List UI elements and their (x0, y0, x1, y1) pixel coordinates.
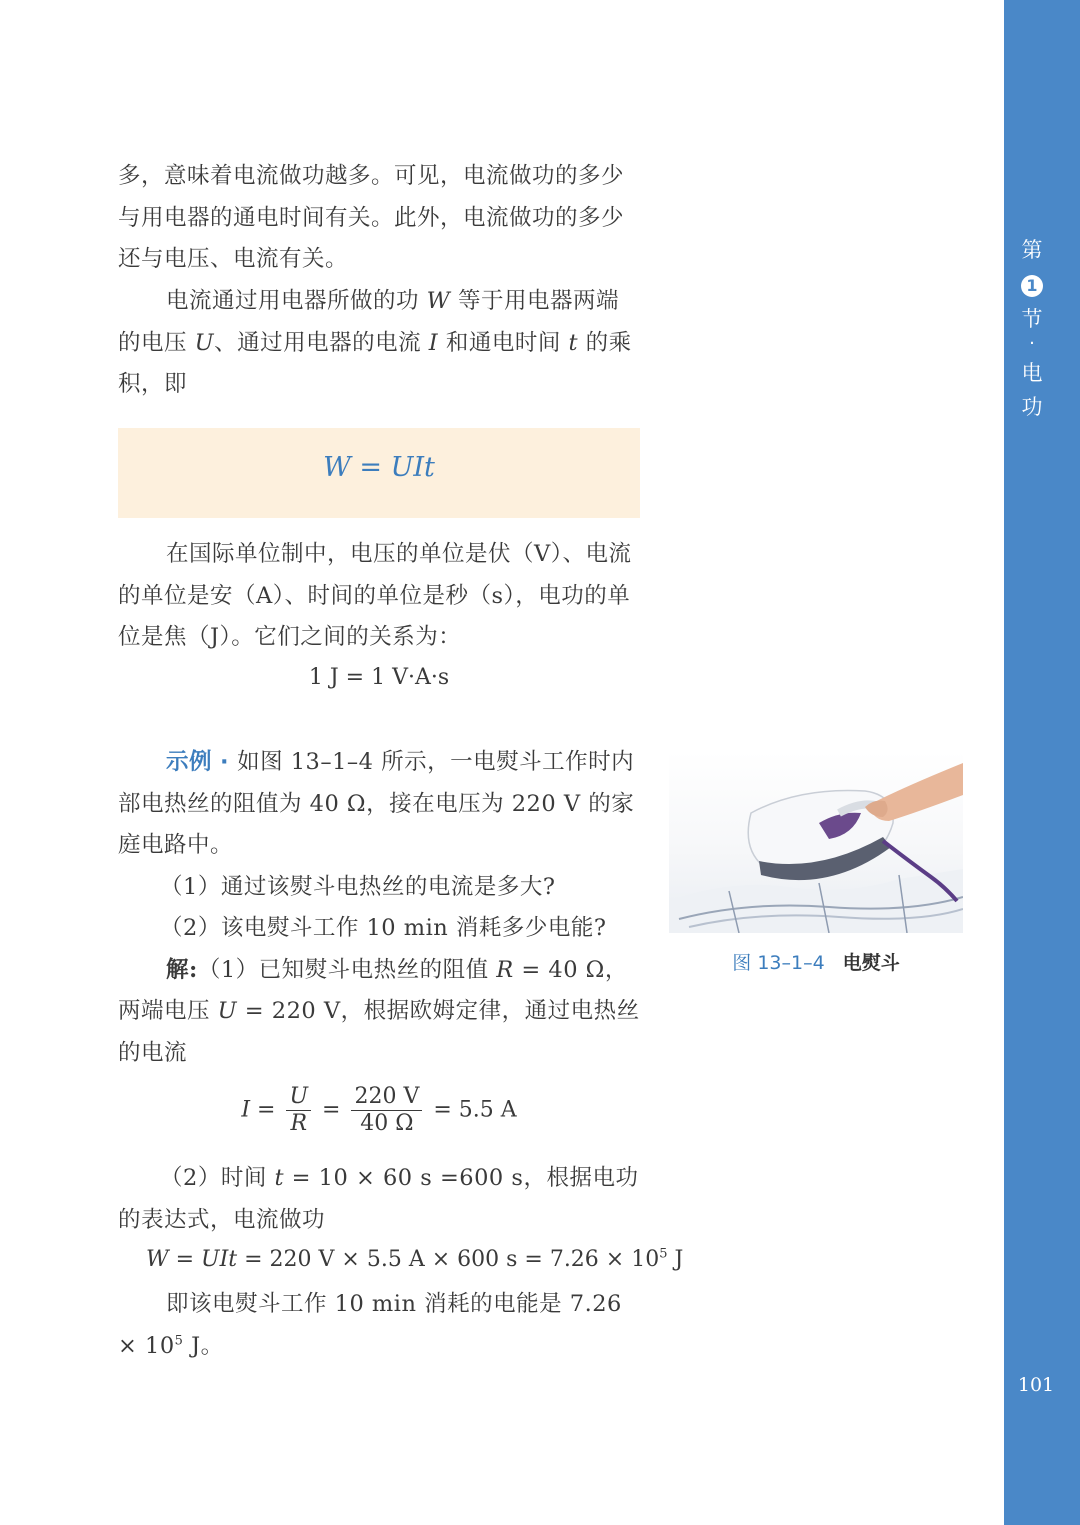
conclusion (118, 1284, 640, 1367)
p2-var-t: t (568, 329, 579, 356)
section-suffix: 节 (1021, 307, 1043, 331)
eq2-rest: = 220 V × 5.5 A × 600 s = 7.26 × 10 (237, 1247, 660, 1272)
p2-var-u: U (194, 329, 215, 356)
iron-illustration (669, 751, 963, 933)
conclusion-text-b: J。 (183, 1332, 224, 1359)
example-intro (118, 742, 640, 867)
chapter-prefix: 第 (1021, 238, 1043, 262)
sol2-text-b: = 10 × 60 s =600 s，根据电功的表达式，电流做功 (118, 1165, 639, 1233)
p2-text-b: 等于用电器两端的电压 (118, 288, 619, 356)
question-2: （2）该电熨斗工作 10 min 消耗多少电能? (160, 915, 607, 941)
p2-text-e: 的乘积，即 (118, 329, 632, 397)
paragraph-1-block (118, 156, 640, 281)
title-char-1: 电 (1021, 361, 1043, 385)
conclusion-text-a: 即该电熨斗工作 10 min 消耗的电能是 7.26 × 10 (118, 1291, 622, 1359)
p2-text-c: 、通过用电器的电流 (214, 329, 429, 356)
eq1-equals-2: = (322, 1097, 341, 1123)
p2-text-a: 电流通过用电器所做的功 (166, 288, 427, 314)
example-intro-text: 如图 13–1–4 所示，一电熨斗工作时内部电热丝的阻值为 40 Ω，接在电压为 220 V 的家庭电路中。 (118, 749, 635, 858)
fraction-values (351, 1084, 422, 1137)
solution-1 (118, 950, 640, 1075)
eq2-exponent: 5 (659, 1246, 668, 1262)
p2-var-w: W (426, 288, 451, 314)
sol1-text-b: = 40 Ω，两端电压 (118, 956, 628, 1024)
paragraph-2-block (118, 281, 640, 406)
title-dot: · (1029, 333, 1035, 354)
work-formula: W = UIt (323, 452, 435, 483)
figure-caption-text: 电熨斗 (842, 952, 900, 974)
sol1-text-a: （1）已知熨斗电热丝的阻值 (197, 956, 497, 983)
question-1: （1）通过该熨斗电热丝的电流是多大? (160, 873, 556, 900)
paragraph-3-block (118, 534, 640, 659)
ohm-equation (118, 1084, 640, 1137)
solution-label: 解: (166, 956, 198, 983)
conclusion-exponent: 5 (174, 1333, 184, 1348)
eq2-equals: = (168, 1247, 202, 1272)
eq1-var-i: I (241, 1097, 251, 1123)
example-dot: · (220, 749, 230, 775)
section-title-vertical (1004, 236, 1060, 427)
work-equation (146, 1247, 683, 1272)
sol2-var-t: t (274, 1165, 285, 1191)
eq1-result: = 5.5 A (433, 1097, 517, 1123)
fraction-denominator-r: R (290, 1111, 308, 1136)
sol1-var-u: U (217, 998, 238, 1024)
side-band (1004, 0, 1080, 1525)
conclusion-block (118, 1284, 640, 1367)
page-number: 101 (1017, 1374, 1055, 1396)
sol1-text-c: = 220 V，根据欧姆定律，通过电热丝的电流 (118, 998, 640, 1066)
solution-2 (118, 1158, 640, 1241)
paragraph-1: 多，意味着电流做功越多。可见，电流做功的多少与用电器的通电时间有关。此外，电流做功的多少还与电压、电流有关。 (118, 163, 625, 272)
title-char-2: 功 (1021, 395, 1043, 419)
sol2-text-a: （2）时间 (160, 1165, 275, 1191)
p2-text-d: 和通电时间 (438, 329, 569, 356)
solution-2-block (118, 1158, 640, 1241)
eq2-unit: J (667, 1247, 684, 1272)
fraction-numerator-u: U (286, 1084, 311, 1111)
p2-var-i: I (428, 329, 439, 356)
eq2-var-uit: UIt (201, 1247, 238, 1272)
eq2-var-w: W (146, 1247, 169, 1272)
figure-number: 图 13–1–4 (732, 952, 825, 974)
iron-photo (669, 751, 963, 933)
paragraph-2 (118, 281, 640, 406)
fraction-numerator-220v: 220 V (351, 1084, 422, 1111)
example-block (118, 742, 640, 1074)
unit-relation: 1 J = 1 V·A·s (308, 665, 450, 690)
figure-caption (669, 948, 963, 975)
example-label: 示例 (166, 749, 213, 775)
eq1-equals-1: = (257, 1097, 276, 1123)
section-number-badge: 1 (1021, 275, 1043, 297)
fraction-u-over-r (286, 1084, 311, 1137)
paragraph-3: 在国际单位制中，电压的单位是伏（V）、电流的单位是安（A）、时间的单位是秒（s），电功的单位是焦（J）。它们之间的关系为： (118, 541, 632, 650)
sol1-var-r: R (496, 956, 514, 983)
fraction-denominator-40ohm: 40 Ω (360, 1111, 414, 1136)
